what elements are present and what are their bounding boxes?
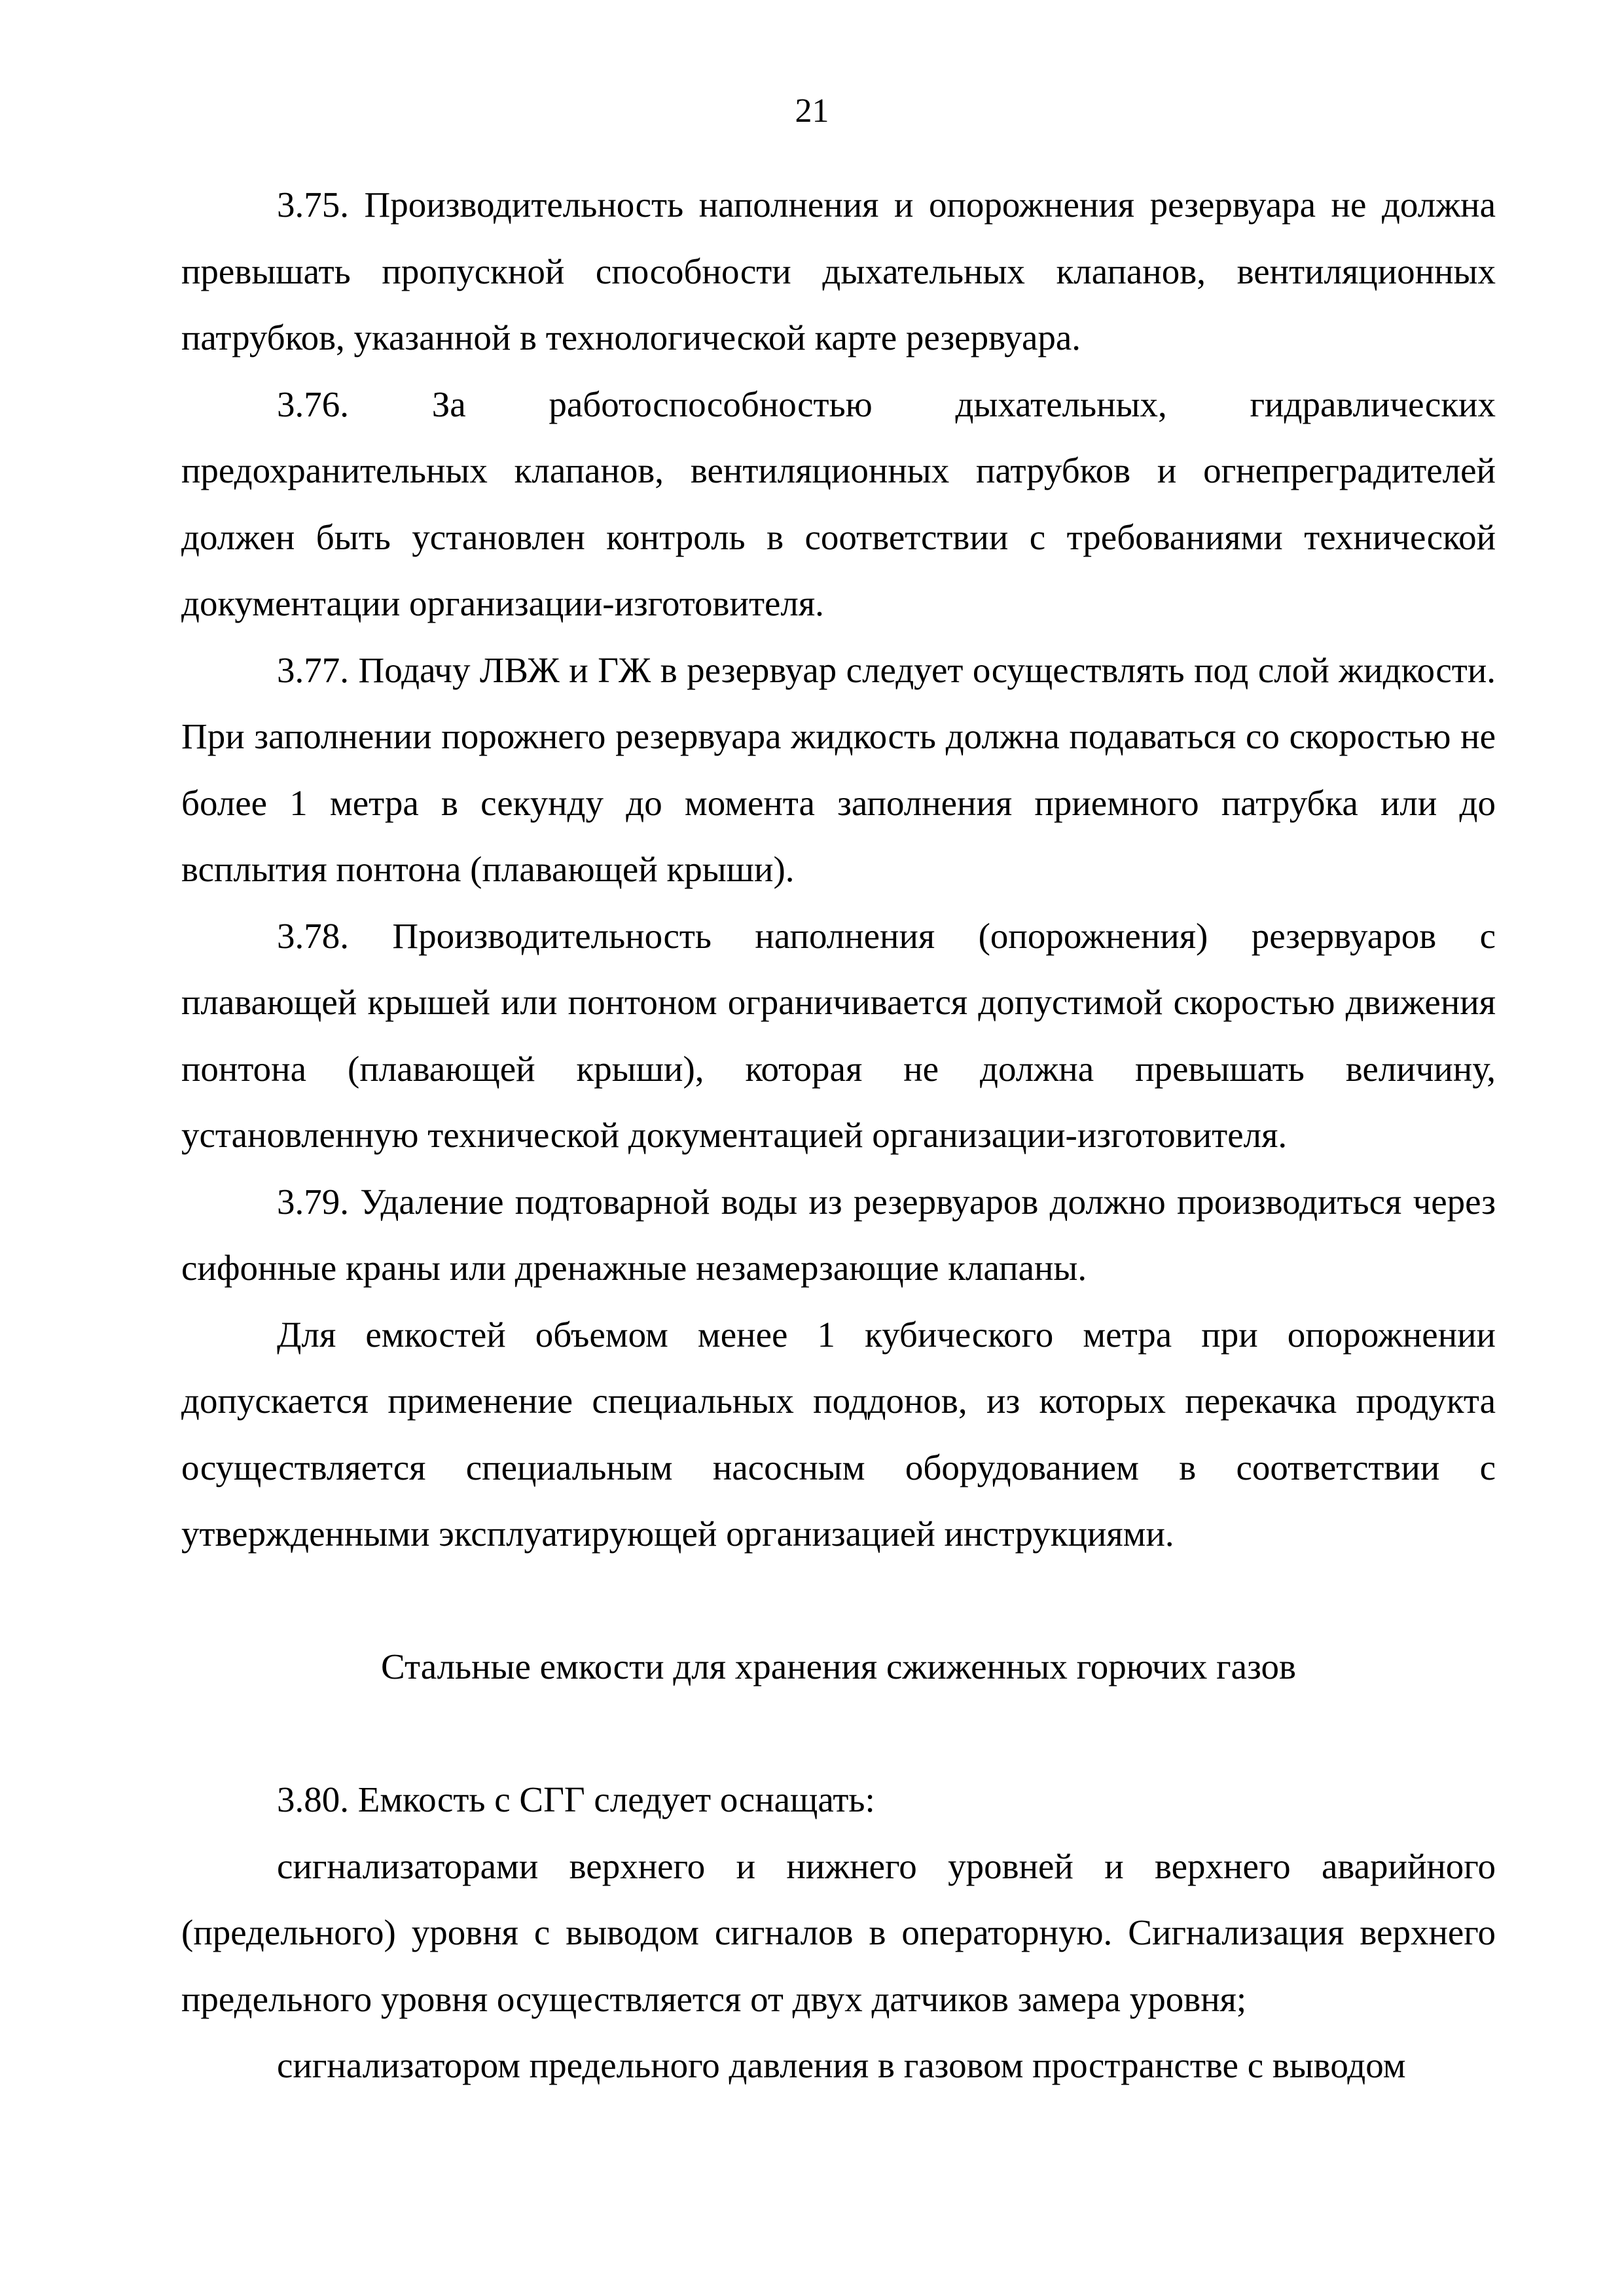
- paragraph-level-alarms: сигнализаторами верхнего и нижнего уровней и верхнего аварийного (предельного) уровня с выводом сигналов в операторную. Сигнализация верхнего предельного уровня осуществляется от двух датчиков замера уровня;: [181, 1846, 1496, 2019]
- paragraph-3-79: 3.79. Удаление подтоварной воды из резервуаров должно производиться через сифонные краны или дренажные незамерзающие клапаны.: [181, 1181, 1496, 1288]
- paragraph-3-80: 3.80. Емкость с СГГ следует оснащать:: [277, 1779, 875, 1819]
- section-heading: Стальные емкости для хранения сжиженных горючих газов: [381, 1647, 1296, 1686]
- paragraph-3-75: 3.75. Производительность наполнения и опорожнения резервуара не должна превышать пропускной способности дыхательных клапанов, вентиляционных патрубков, указанной в технологической карте резервуара.: [181, 185, 1496, 357]
- page-number: 21: [795, 92, 829, 130]
- document-body: [181, 172, 1496, 2099]
- paragraph-small-tanks: Для емкостей объемом менее 1 кубического метра при опорожнении допускается применение специальных поддонов, из которых перекачка продукта осуществляется специальным насосным оборудованием в соответствии с утвержденными эксплуатирующей организацией инструкциями.: [181, 1314, 1496, 1554]
- paragraph-pressure-alarm: сигнализатором предельного давления в газовом пространстве с выводом: [277, 2045, 1406, 2085]
- paragraph-3-78: 3.78. Производительность наполнения (опорожнения) резервуаров с плавающей крышей или понтоном ограничивается допустимой скоростью движения понтона (плавающей крыши), которая не должна превышать величину, установленную технической документацией организации-изготовителя.: [181, 915, 1496, 1155]
- paragraph-3-77: 3.77. Подачу ЛВЖ и ГЖ в резервуар следует осуществлять под слой жидкости. При заполнении порожнего резервуара жидкость должна подаваться со скоростью не более 1 метра в секунду до момента заполнения приемного патрубка или до всплытия понтона (плавающей крыши).: [181, 649, 1496, 889]
- paragraph-3-76: 3.76. За работоспособностью дыхательных, гидравлических предохранительных клапанов, вентиляционных патрубков и огнепреградителей должен быть установлен контроль в соответствии с требованиями технической документации организации-изготовителя.: [181, 384, 1496, 623]
